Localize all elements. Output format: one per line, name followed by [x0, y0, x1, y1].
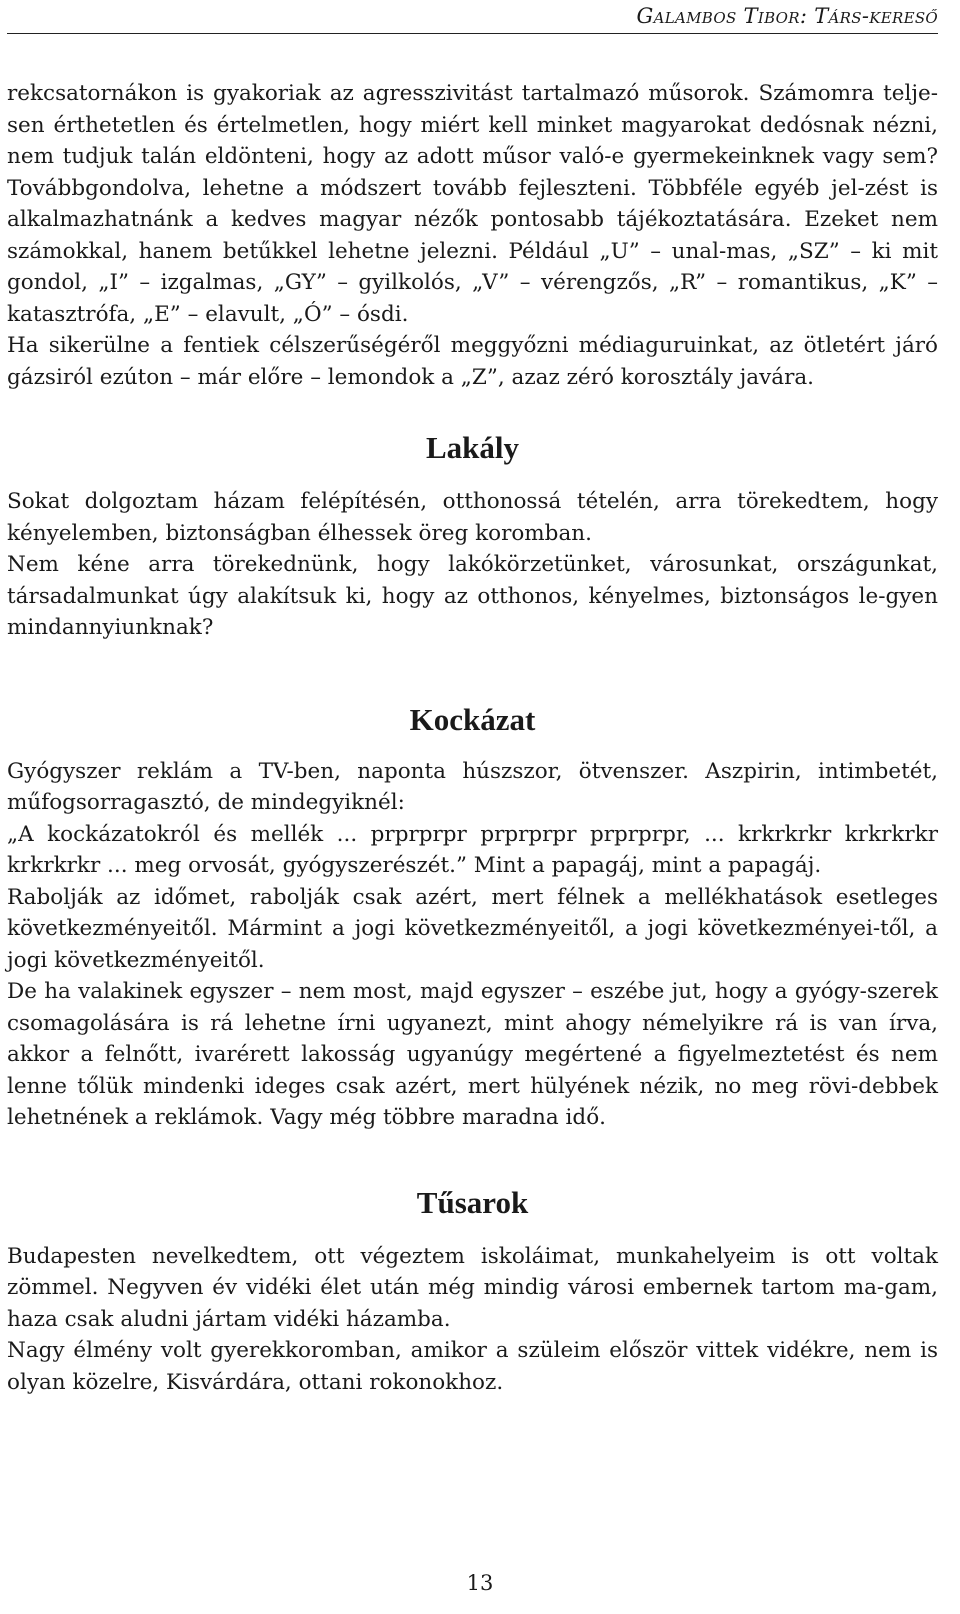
body-paragraph: Sokat dolgoztam házam felépítésén, otthonossá tételén, arra törekedtem, hogy kényelemben, biztonságban élhessek öreg koromban.	[7, 489, 938, 546]
section-heading-kockazat: Kockázat	[409, 701, 536, 737]
body-paragraph: Nagy élmény volt gyerekkoromban, amikor a szüleim először vittek vidékre, nem is olyan közelre, Kisvárdára, ottani rokonokhoz.	[7, 1338, 938, 1395]
body-paragraph: „A kockázatokról és mellék ... prprprpr prprprpr prprprpr, ... krkrkrkr krkrkrkr krkrkrkr ... meg orvosát, gyógyszerészét.” Mint a papagáj, mint a papagáj.	[7, 821, 938, 878]
body-paragraph: Budapesten nevelkedtem, ott végeztem iskoláimat, munkahelyeim is ott voltak zömmel. Negyven év vidéki élet után még mindig városi embernek tartom ma-gam, haza csak aludni jártam vidéki házamba.	[7, 1243, 938, 1332]
body-paragraph: Nem kéne arra törekednünk, hogy lakókörzetünket, városunkat, országunkat, társadalmunkat úgy alakítsuk ki, hogy az otthonos, kényelmes, biztonságos le-gyen mindannyiunknak?	[7, 552, 938, 640]
section-heading-tusarok: Tűsarok	[416, 1184, 529, 1220]
page-body	[7, 78, 938, 1398]
page-number: 13	[466, 1571, 494, 1595]
body-paragraph: De ha valakinek egyszer – nem most, majd egyszer – eszébe jut, hogy a gyógy-szerek csomagolására is rá lehetne írni ugyanezt, mint ahogy némelyikre rá is van írva, akkor a felnőtt, ivarérett lakosság ugyanúgy megértené a figyelmeztetést és nem lenne tőlük mindenki ideges csak azért, mert hülyének nézik, no meg rövi-debbek lehetnének a reklámok. Vagy még többre maradna idő.	[7, 979, 938, 1130]
section-heading-lakaly: Lakály	[425, 430, 520, 465]
running-head: Galambos Tibor: Társ-kereső	[636, 4, 938, 28]
body-paragraph: Ha sikerülne a fentiek célszerűségéről meggyőzni médiaguruinkat, az ötletért járó gázsiról ezúton – már előre – lemondok a „Z”, azaz zéró korosztály javára.	[7, 333, 938, 390]
body-paragraph: Gyógyszer reklám a TV-ben, naponta húszszor, ötvenszer. Aszpirin, intimbetét, műfogsorragasztó, de mindegyiknél:	[7, 758, 938, 815]
header-rule	[7, 33, 938, 34]
body-paragraph: rekcsatornákon is gyakoriak az agresszivitást tartalmazó műsorok. Számomra telje-sen érthetetlen és értelmetlen, hogy miért kell minket magyarokat dedósnak nézni, nem tudjuk talán eldönteni, hogy az adott műsor való-e gyermekeinknek vagy sem? Továbbgondolva, lehetne a módszert tovább fejleszteni. Többféle egyéb jel-zést is alkalmazhatnánk a kedves magyar nézők pontosabb tájékoztatására. Ezeket nem számokkal, hanem betűkkel lehetne jelezni. Például „U” – unal-mas, „SZ” – ki mit gondol, „I” – izgalmas, „GY” – gyilkolós, „V” – vérengzős, „R” – romantikus, „K” – katasztrófa, „E” – elavult, „Ó” – ósdi.	[7, 81, 938, 327]
body-paragraph: Rabolják az időmet, rabolják csak azért, mert félnek a mellékhatások esetleges következményeitől. Mármint a jogi következményeitől, a jogi következményei-től, a jogi következményeitől.	[7, 884, 938, 973]
